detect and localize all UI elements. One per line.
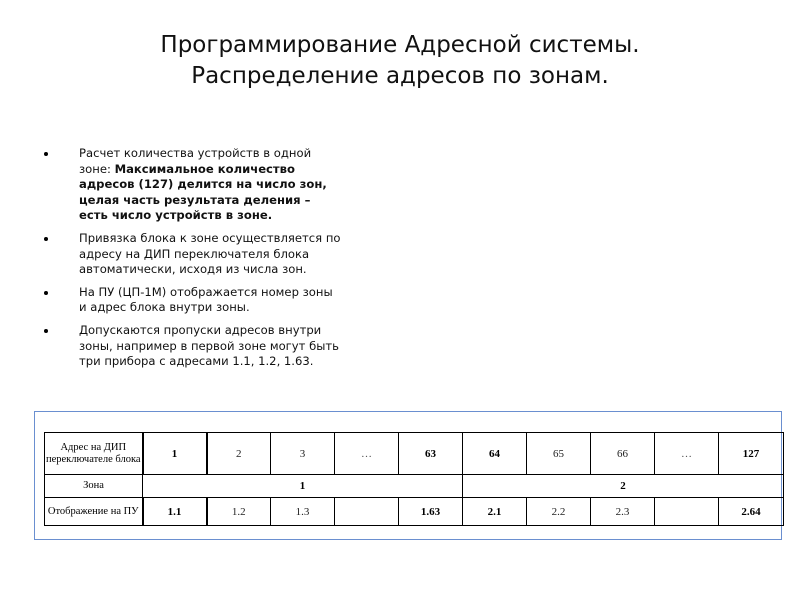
address-cell: 127: [719, 433, 784, 475]
bullet-item: [42, 285, 342, 316]
bullet-dot-icon: [44, 237, 48, 241]
address-cell: 64: [463, 433, 527, 475]
display-cell: 1.3: [271, 498, 335, 526]
bullet-item: [42, 323, 342, 370]
table-row-address: [45, 433, 784, 475]
display-cell: 2.1: [463, 498, 527, 526]
table-row-zone: [45, 475, 784, 498]
bullet-dot-icon: [44, 329, 48, 333]
address-cell: …: [335, 433, 399, 475]
address-cell: 66: [591, 433, 655, 475]
address-cell: 3: [271, 433, 335, 475]
display-cell: 1.63: [399, 498, 463, 526]
slide-title-line-1: Программирование Адресной системы.: [160, 32, 640, 58]
address-cell: 65: [527, 433, 591, 475]
bullet-item: [42, 146, 342, 224]
row-header-display: Отображение на ПУ: [45, 498, 143, 526]
bullet-text-bold: Максимальное количество адресов (127) делится на число зон, целая часть результата деления – есть число устройств в зоне.: [79, 161, 327, 223]
row-header-zone: Зона: [45, 475, 143, 498]
display-cell: 2.2: [527, 498, 591, 526]
address-cell: 2: [207, 433, 271, 475]
bullet-text: Привязка блока к зоне осуществляется по адресу на ДИП переключателя блока автоматически, исходя из числа зон.: [79, 230, 341, 277]
display-cell: 1.1: [143, 498, 207, 526]
bullet-text: Расчет количества устройств в одной зоне:: [79, 146, 312, 176]
zone-cell: 1: [143, 475, 463, 498]
display-cell: 2.64: [719, 498, 784, 526]
bullet-item: [42, 231, 342, 278]
slide-title-line-2: Распределение адресов по зонам.: [191, 63, 609, 89]
bullet-dot-icon: [44, 152, 48, 156]
address-table: [44, 432, 784, 526]
bullet-text: Допускаются пропуски адресов внутри зоны, например в первой зоне могут быть три прибора с адресами 1.1, 1.2, 1.63.: [79, 322, 339, 369]
address-cell: 1: [143, 433, 207, 475]
table-row-display: [45, 498, 784, 526]
display-cell: 2.3: [591, 498, 655, 526]
zone-cell: 2: [463, 475, 784, 498]
bullet-dot-icon: [44, 291, 48, 295]
address-cell: …: [655, 433, 719, 475]
bullet-list: [42, 146, 342, 377]
address-cell: 63: [399, 433, 463, 475]
slide-title: [40, 30, 760, 92]
bullet-text: На ПУ (ЦП-1М) отображается номер зоны и адрес блока внутри зоны.: [79, 284, 333, 315]
display-cell: [335, 498, 399, 526]
display-cell: 1.2: [207, 498, 271, 526]
display-cell: [655, 498, 719, 526]
row-header-address: Адрес на ДИП переключателе блока: [45, 433, 143, 475]
